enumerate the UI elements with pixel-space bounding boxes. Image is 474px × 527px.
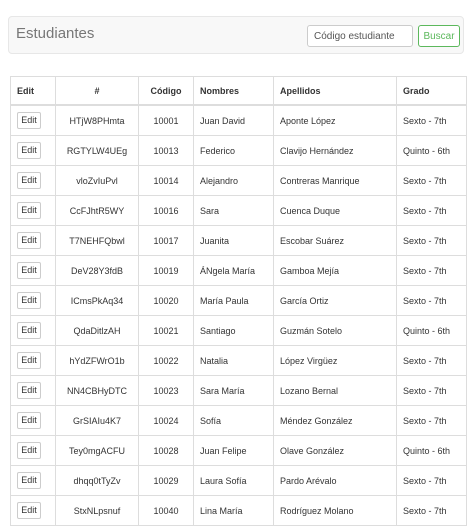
- table-row: [11, 466, 467, 496]
- edit-button[interactable]: Edit: [17, 322, 41, 339]
- grado-cell: Quinto - 6th: [397, 136, 467, 166]
- apellidos-cell: Cuenca Duque: [274, 196, 397, 226]
- table-row: [11, 226, 467, 256]
- edit-cell: [11, 256, 56, 286]
- edit-button[interactable]: Edit: [17, 172, 41, 189]
- nombres-cell: María Paula: [194, 286, 274, 316]
- table-row: [11, 436, 467, 466]
- apellidos-cell: Clavijo Hernández: [274, 136, 397, 166]
- grado-cell: Sexto - 7th: [397, 346, 467, 376]
- grado-cell: Sexto - 7th: [397, 105, 467, 136]
- table-row: [11, 376, 467, 406]
- apellidos-cell: Guzmán Sotelo: [274, 316, 397, 346]
- table-row: [11, 316, 467, 346]
- edit-button[interactable]: Edit: [17, 412, 41, 429]
- edit-cell: [11, 166, 56, 196]
- apellidos-cell: García Ortiz: [274, 286, 397, 316]
- edit-cell: [11, 406, 56, 436]
- edit-button[interactable]: Edit: [17, 232, 41, 249]
- student-id-cell: dhqq0tTyZv: [56, 466, 139, 496]
- apellidos-cell: Pardo Arévalo: [274, 466, 397, 496]
- edit-button[interactable]: Edit: [17, 142, 41, 159]
- codigo-cell: 10014: [139, 166, 194, 196]
- grado-cell: Sexto - 7th: [397, 286, 467, 316]
- edit-button[interactable]: Edit: [17, 502, 41, 519]
- student-id-cell: CcFJhtR5WY: [56, 196, 139, 226]
- student-id-cell: NN4CBHyDTC: [56, 376, 139, 406]
- grado-cell: Sexto - 7th: [397, 406, 467, 436]
- nombres-cell: Laura Sofía: [194, 466, 274, 496]
- nombres-cell: Juan David: [194, 105, 274, 136]
- student-id-cell: QdaDitlzAH: [56, 316, 139, 346]
- nombres-cell: Juanita: [194, 226, 274, 256]
- apellidos-cell: Aponte López: [274, 105, 397, 136]
- student-id-cell: T7NEHFQbwl: [56, 226, 139, 256]
- student-id-cell: HTjW8PHmta: [56, 105, 139, 136]
- table-row: [11, 286, 467, 316]
- grado-cell: Sexto - 7th: [397, 256, 467, 286]
- edit-button[interactable]: Edit: [17, 442, 41, 459]
- nombres-cell: Sara: [194, 196, 274, 226]
- codigo-cell: 10017: [139, 226, 194, 256]
- edit-cell: [11, 105, 56, 136]
- grado-cell: Sexto - 7th: [397, 376, 467, 406]
- student-id-cell: hYdZFWrO1b: [56, 346, 139, 376]
- student-id-cell: GrSIAIu4K7: [56, 406, 139, 436]
- edit-cell: [11, 466, 56, 496]
- table-row: [11, 105, 467, 136]
- nombres-cell: Lina María: [194, 496, 274, 526]
- table-row: [11, 406, 467, 436]
- edit-cell: [11, 496, 56, 526]
- edit-cell: [11, 226, 56, 256]
- edit-button[interactable]: Edit: [17, 472, 41, 489]
- edit-button[interactable]: Edit: [17, 292, 41, 309]
- column-header-codigo: Código: [139, 77, 194, 106]
- codigo-cell: 10020: [139, 286, 194, 316]
- codigo-cell: 10016: [139, 196, 194, 226]
- search-button[interactable]: Buscar: [418, 25, 460, 47]
- student-id-cell: Tey0mgACFU: [56, 436, 139, 466]
- edit-cell: [11, 436, 56, 466]
- table-row: [11, 256, 467, 286]
- edit-cell: [11, 376, 56, 406]
- edit-button[interactable]: Edit: [17, 352, 41, 369]
- edit-cell: [11, 316, 56, 346]
- student-id-cell: ICmsPkAq34: [56, 286, 139, 316]
- table-row: [11, 136, 467, 166]
- codigo-cell: 10040: [139, 496, 194, 526]
- grado-cell: Sexto - 7th: [397, 496, 467, 526]
- edit-cell: [11, 346, 56, 376]
- edit-cell: [11, 136, 56, 166]
- column-header-id: #: [56, 77, 139, 106]
- table-row: [11, 196, 467, 226]
- apellidos-cell: Gamboa Mejía: [274, 256, 397, 286]
- column-header-edit: Edit: [11, 77, 56, 106]
- grado-cell: Sexto - 7th: [397, 226, 467, 256]
- nombres-cell: Santiago: [194, 316, 274, 346]
- codigo-cell: 10029: [139, 466, 194, 496]
- nombres-cell: Sara María: [194, 376, 274, 406]
- table-body: [11, 105, 467, 526]
- codigo-cell: 10013: [139, 136, 194, 166]
- grado-cell: Quinto - 6th: [397, 436, 467, 466]
- grado-cell: Quinto - 6th: [397, 316, 467, 346]
- column-header-nombres: Nombres: [194, 77, 274, 106]
- page-title: Estudiantes: [16, 25, 95, 42]
- student-id-cell: vloZvIuPvl: [56, 166, 139, 196]
- nombres-cell: Sofía: [194, 406, 274, 436]
- apellidos-cell: López Virgüez: [274, 346, 397, 376]
- codigo-cell: 10023: [139, 376, 194, 406]
- codigo-cell: 10019: [139, 256, 194, 286]
- student-id-cell: DeV28Y3fdB: [56, 256, 139, 286]
- apellidos-cell: Méndez González: [274, 406, 397, 436]
- codigo-cell: 10021: [139, 316, 194, 346]
- column-header-grado: Grado: [397, 77, 467, 106]
- apellidos-cell: Contreras Manrique: [274, 166, 397, 196]
- grado-cell: Sexto - 7th: [397, 166, 467, 196]
- grado-cell: Sexto - 7th: [397, 466, 467, 496]
- grado-cell: Sexto - 7th: [397, 196, 467, 226]
- apellidos-cell: Olave González: [274, 436, 397, 466]
- nombres-cell: Natalia: [194, 346, 274, 376]
- table-header: [11, 77, 467, 106]
- codigo-cell: 10024: [139, 406, 194, 436]
- apellidos-cell: Lozano Bernal: [274, 376, 397, 406]
- nombres-cell: Federico: [194, 136, 274, 166]
- nombres-cell: ÁNgela María: [194, 256, 274, 286]
- student-id-cell: StxNLpsnuf: [56, 496, 139, 526]
- student-code-search-input[interactable]: [307, 25, 413, 47]
- table-row: [11, 346, 467, 376]
- codigo-cell: 10028: [139, 436, 194, 466]
- edit-button[interactable]: Edit: [17, 262, 41, 279]
- nombres-cell: Alejandro: [194, 166, 274, 196]
- table-row: [11, 166, 467, 196]
- students-table: [10, 76, 467, 526]
- column-header-apellidos: Apellidos: [274, 77, 397, 106]
- navbar: [8, 16, 464, 54]
- edit-button[interactable]: Edit: [17, 202, 41, 219]
- codigo-cell: 10001: [139, 105, 194, 136]
- table-header-row: [11, 77, 467, 106]
- students-table-container: [10, 76, 466, 526]
- student-id-cell: RGTYLW4UEg: [56, 136, 139, 166]
- edit-button[interactable]: Edit: [17, 112, 41, 129]
- apellidos-cell: Escobar Suárez: [274, 226, 397, 256]
- edit-cell: [11, 196, 56, 226]
- edit-button[interactable]: Edit: [17, 382, 41, 399]
- codigo-cell: 10022: [139, 346, 194, 376]
- apellidos-cell: Rodríguez Molano: [274, 496, 397, 526]
- edit-cell: [11, 286, 56, 316]
- nombres-cell: Juan Felipe: [194, 436, 274, 466]
- table-row: [11, 496, 467, 526]
